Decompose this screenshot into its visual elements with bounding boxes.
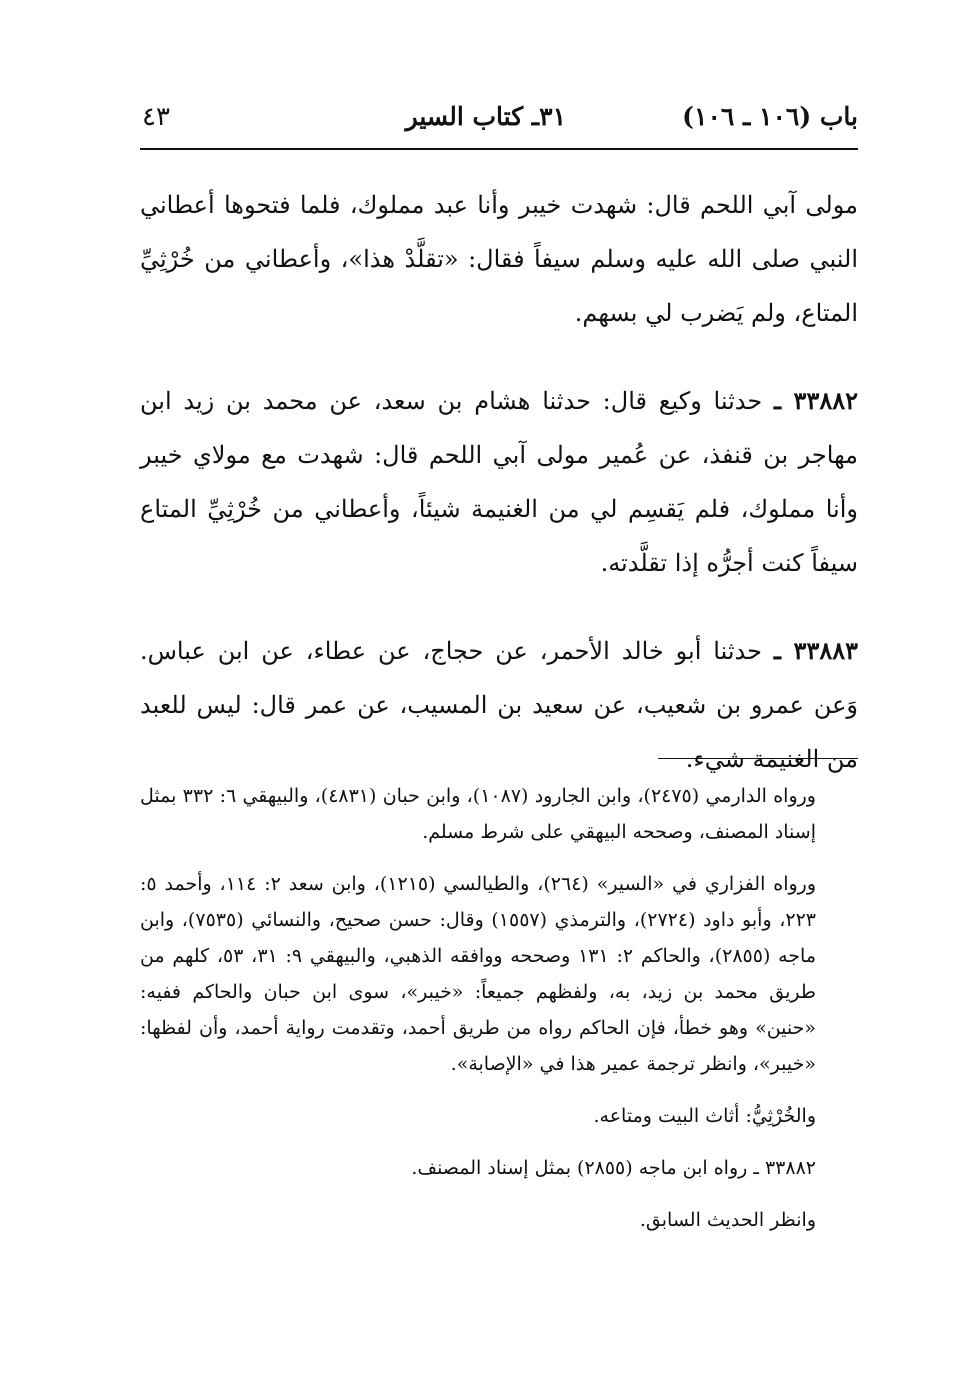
hadith-number: ٣٣٨٨٣ ـ (773, 636, 858, 665)
footnote-divider (658, 758, 858, 759)
hadith-33883 (140, 624, 858, 786)
book-title: ٣١ـ كتاب السير (405, 102, 566, 131)
chapter-range: باب (١٠٦ ـ ١٠٦) (682, 102, 858, 131)
footnotes (140, 778, 858, 1254)
hadith-33882 (140, 374, 858, 590)
hadith-number: ٣٣٨٨٢ ـ (774, 386, 858, 415)
footnote: وانظر الحديث السابق. (639, 1209, 816, 1231)
hadith-continuation (140, 178, 858, 340)
main-text (140, 178, 858, 786)
footnote: ورواه الفزاري في «السير» (٢٦٤)، والطيالسي (١٢١٥)، وابن سعد ٢: ١١٤، وأحمد ٥: ٢٢٣، وأبو داود (٢٧٢٤)، والترمذي (١٥٥٧) وقال: حسن صحيح، والنسائي (٧٥٣٥)، وابن ماجه (٢٨٥٥)، والحاكم ٢: ١٣١ وصححه ووافقه الذهبي، والبيهقي ٩: ٣١، ٥٣، كلهم من طريق محمد بن زيد، به، ولفظهم جميعاً: «خيبر»، سوى ابن حبان والحاكم ففيه: «حنين» وهو خطأ، فإن الحاكم رواه من طريق أحمد، وتقدمت رواية أحمد، وأن لفظها: «خيبر»، وانظر ترجمة عمير هذا في «الإصابة». (140, 873, 816, 1075)
running-header (140, 92, 858, 148)
page-number: ٤٣ (142, 102, 170, 132)
footnote: ورواه الدارمي (٢٤٧٥)، وابن الجارود (١٠٨٧)، وابن حبان (٤٨٣١)، والبيهقي ٦: ٣٣٢ بمثل إسناد المصنف، وصححه البيهقي على شرط مسلم. (140, 785, 816, 843)
header-divider (140, 148, 858, 150)
footnote: والخُرْثِيُّ: أثاث البيت ومتاعه. (593, 1105, 816, 1127)
footnote: ٣٣٨٨٢ ـ رواه ابن ماجه (٢٨٥٥) بمثل إسناد المصنف. (411, 1157, 816, 1179)
paragraph-text: حدثنا وكيع قال: حدثنا هشام بن سعد، عن محمد بن زيد ابن مهاجر بن قنفذ، عن عُمير مولى آبي اللحم قال: شهدت مع مولاي خيبر وأنا مملوك، فلم يَقسِم لي من الغنيمة شيئاً، وأعطاني من خُرْثِيِّ المتاع سيفاً كنت أجرُّه إذا تقلَّدته. (140, 387, 858, 577)
paragraph-text: مولى آبي اللحم قال: شهدت خيبر وأنا عبد مملوك، فلما فتحوها أعطاني النبي صلى الله عليه وسلم سيفاً فقال: «تقلَّدْ هذا»، وأعطاني من خُرْثِيِّ المتاع، ولم يَضرب لي بسهم. (140, 191, 859, 327)
paragraph-text: حدثنا أبو خالد الأحمر، عن حجاج، عن عطاء، عن ابن عباس. وَعن عمرو بن شعيب، عن سعيد بن المسيب، عن عمر قال: ليس للعبد من الغنيمة شيء. (140, 637, 858, 773)
